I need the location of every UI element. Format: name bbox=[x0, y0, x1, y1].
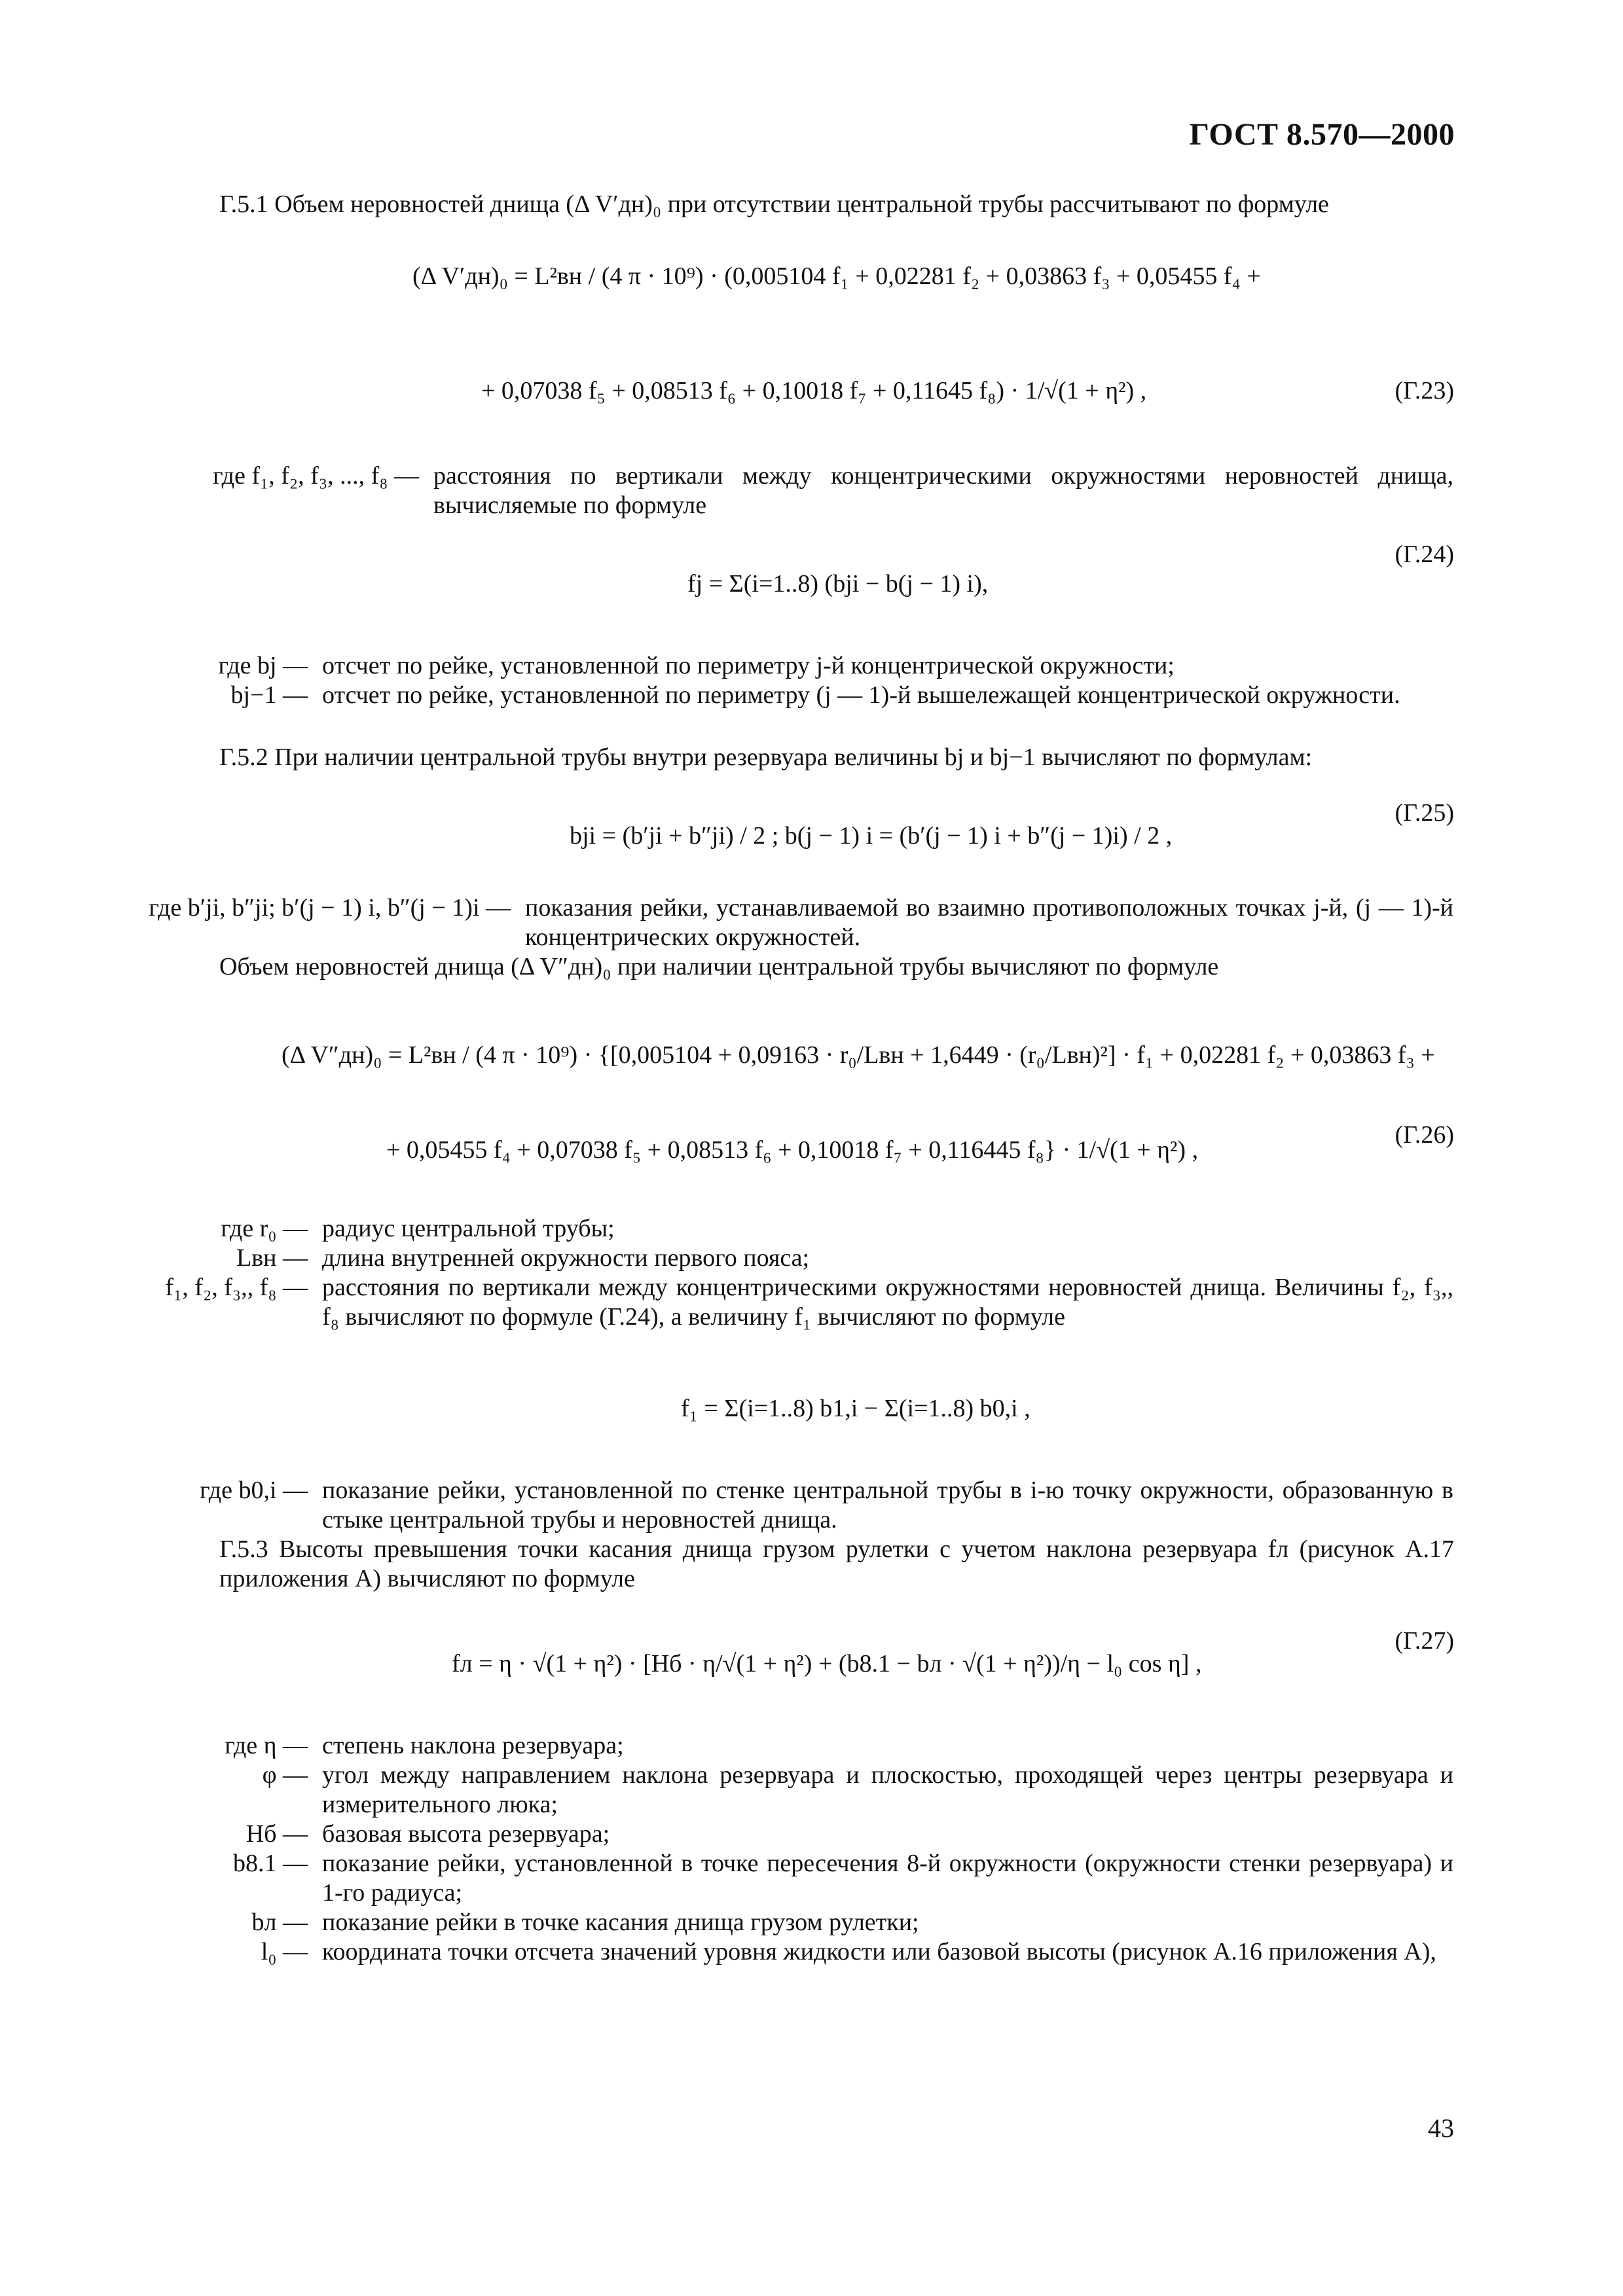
definition-row bbox=[144, 1761, 1453, 1820]
definition-symbol: bj−1 — bbox=[230, 681, 308, 709]
page-number: 43 bbox=[1428, 2113, 1454, 2143]
definition-row bbox=[144, 1476, 1453, 1535]
formula-g23-line1: (Δ V′дн)₀ = L²вн / (4 π · 10⁹) · (0,005104 f₁ + 0,02281 f₂ + 0,03863 f₃ + 0,05455 f₄ + bbox=[412, 262, 1261, 290]
definitions-r0 bbox=[144, 1214, 1453, 1332]
formula-g25: bji = (b′ji + b″ji) / 2 ; b(j − 1) i = (b′(j − 1) i + b″(j − 1)i) / 2 , bbox=[570, 822, 1173, 850]
definition-symbol: где f₁, f₂, f₃, ..., f₈ — bbox=[212, 462, 419, 490]
formula-g26-line1: (Δ V″дн)₀ = L²вн / (4 π · 10⁹) · {[0,005104 + 0,09163 · r₀/Lвн + 1,6449 · (r₀/Lвн)²] · f₁ + 0,02281 f₂ + 0,03863 f₃ + bbox=[282, 1041, 1435, 1069]
equation-number-g24: (Г.24) bbox=[1395, 541, 1454, 568]
definition-row bbox=[144, 651, 1453, 681]
definitions-b bbox=[144, 651, 1453, 710]
definition-text: показание рейки в точке касания днища грузом рулетки; bbox=[322, 1909, 919, 1936]
paragraph-g52: Г.5.2 При наличии центральной трубы внутри резервуара величины bj и bj−1 вычисляют по формулам: bbox=[219, 744, 1313, 771]
equation-number-g26: (Г.26) bbox=[1395, 1121, 1454, 1149]
definition-symbol: f₁, f₂, f₃,, f₈ — bbox=[165, 1274, 308, 1301]
definition-text: отсчет по рейке, установленной по периметру (j — 1)-й вышележащей концентрической окружности. bbox=[322, 681, 1400, 709]
formula-f1: f₁ = Σ(i=1..8) b1,i − Σ(i=1..8) b0,i , bbox=[681, 1395, 1030, 1422]
equation-number-g27: (Г.27) bbox=[1395, 1627, 1454, 1655]
equation-number-g23: (Г.23) bbox=[1395, 377, 1454, 404]
definition-symbol: b8.1 — bbox=[233, 1850, 308, 1877]
definition-row bbox=[144, 893, 1453, 952]
equation-number-g25: (Г.25) bbox=[1395, 799, 1454, 827]
definition-text: длина внутренней окружности первого пояса; bbox=[322, 1244, 810, 1272]
definition-symbol: где bj — bbox=[218, 652, 308, 679]
definition-symbol: где b′ji, b″ji; b′(j − 1) i, b″(j − 1)i — bbox=[149, 894, 511, 922]
definition-text: отсчет по рейке, установленной по периметру j-й концентрической окружности; bbox=[322, 652, 1175, 679]
definition-symbol: Lвн — bbox=[236, 1244, 308, 1272]
paragraph-g51: Г.5.1 Объем неровностей днища (Δ V′дн)₀ при отсутствии центральной трубы рассчитывают по формуле bbox=[219, 190, 1329, 218]
definition-text: показание рейки, установленной по стенке центральной трубы в i-ю точку окружности, образованную в стыке центральной трубы и неровностей днища. bbox=[322, 1477, 1453, 1534]
formula-g26-line2: + 0,05455 f₄ + 0,07038 f₅ + 0,08513 f₆ + 0,10018 f₇ + 0,116445 f₈} · 1/√(1 + η²) , bbox=[386, 1136, 1199, 1164]
definition-symbol: bл — bbox=[251, 1909, 308, 1936]
definition-row bbox=[144, 461, 1453, 520]
paragraph-volume-pipe: Объем неровностей днища (Δ V″дн)₀ при наличии центральной трубы вычисляют по формуле bbox=[219, 953, 1219, 980]
definition-text: показание рейки, установленной в точке пересечения 8-й окружности (окружности стенки резервуара) и 1-го радиуса; bbox=[322, 1850, 1453, 1907]
definition-row bbox=[144, 1849, 1453, 1908]
formula-g23-line2: + 0,07038 f₅ + 0,08513 f₆ + 0,10018 f₇ + 0,11645 f₈) · 1/√(1 + η²) , bbox=[481, 377, 1147, 404]
definition-row bbox=[144, 1214, 1453, 1244]
definition-symbol: Hб — bbox=[246, 1820, 308, 1848]
definition-row bbox=[144, 1820, 1453, 1849]
definitions-b0 bbox=[144, 1476, 1453, 1535]
standard-header: ГОСТ 8.570—2000 bbox=[1189, 117, 1455, 152]
definitions-f bbox=[144, 461, 1453, 520]
definition-symbol: где η — bbox=[225, 1732, 308, 1759]
definition-text: угол между направлением наклона резервуара и плоскостью, проходящей через центры резервуара и измерительного люка; bbox=[322, 1761, 1453, 1818]
definition-symbol: l₀ — bbox=[261, 1938, 308, 1965]
formula-g27: fл = η · √(1 + η²) · [Hб · η/√(1 + η²) + (b8.1 − bл · √(1 + η²))/η − l₀ cos η] , bbox=[452, 1650, 1202, 1677]
definition-text: координата точки отсчета значений уровня жидкости или базовой высоты (рисунок А.16 приложения А), bbox=[322, 1938, 1436, 1965]
definition-text: расстояния по вертикали между концентрическими окружностями неровностей днища, вычисляемые по формуле bbox=[433, 462, 1453, 519]
definition-row bbox=[144, 1244, 1453, 1273]
definition-text: базовая высота резервуара; bbox=[322, 1820, 610, 1848]
definition-text: показания рейки, устанавливаемой во взаимно противоположных точках j-й, (j — 1)-й концентрических окружностей. bbox=[525, 894, 1453, 951]
definition-text: степень наклона резервуара; bbox=[322, 1732, 624, 1759]
formula-g24: fj = Σ(i=1..8) (bji − b(j − 1) i), bbox=[687, 570, 989, 598]
paragraph-g53: Г.5.3 Высоты превышения точки касания днища грузом рулетки с учетом наклона резервуара fл (рисунок А.17 приложения А) вычисляют по формуле bbox=[219, 1535, 1454, 1592]
definitions-bprime bbox=[144, 893, 1453, 952]
definition-symbol: где r₀ — bbox=[221, 1215, 308, 1242]
definition-text: расстояния по вертикали между концентрическими окружностями неровностей днища. Величины f₂, f₃,, f₈ вычисляют по формуле (Г.24), а величину f₁ вычисляют по формуле bbox=[322, 1274, 1453, 1331]
definitions-eta bbox=[144, 1731, 1453, 1967]
definition-row bbox=[144, 1731, 1453, 1761]
definition-text: радиус центральной трубы; bbox=[322, 1215, 615, 1242]
definition-symbol: где b0,i — bbox=[200, 1477, 308, 1504]
definition-row bbox=[144, 1908, 1453, 1937]
definition-row bbox=[144, 681, 1453, 710]
definition-row bbox=[144, 1937, 1453, 1967]
definition-symbol: φ — bbox=[262, 1761, 308, 1789]
definition-row bbox=[144, 1273, 1453, 1332]
